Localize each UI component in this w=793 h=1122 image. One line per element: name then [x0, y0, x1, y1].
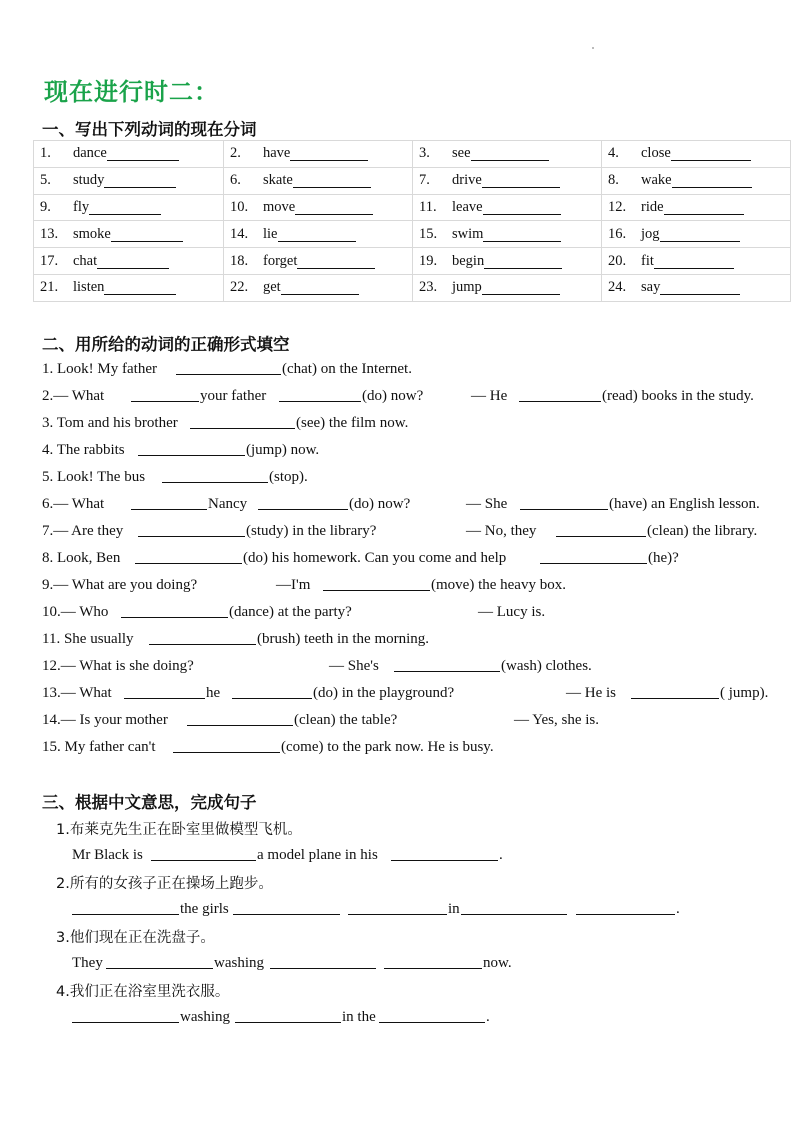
answer-blank[interactable] — [258, 509, 348, 510]
item-number: 16. — [608, 225, 627, 242]
answer-blank[interactable] — [131, 401, 199, 402]
answer-blank[interactable] — [461, 914, 567, 915]
sentence-2-english: the girls in . — [72, 899, 692, 919]
verb-cell — [413, 248, 602, 275]
answer-blank[interactable] — [348, 914, 447, 915]
verb-word: fit — [641, 252, 654, 269]
item-number: 7. — [419, 172, 430, 189]
answer-blank[interactable] — [138, 536, 245, 537]
answer-blank[interactable] — [576, 914, 675, 915]
item-number: 12. — [608, 198, 627, 215]
verb-cell — [224, 274, 413, 301]
answer-blank[interactable] — [293, 173, 371, 188]
answer-blank[interactable] — [104, 173, 176, 188]
worksheet-title: 现在进行时二： — [44, 78, 219, 106]
verb-word: drive — [452, 172, 482, 189]
item-number: 10. — [230, 198, 249, 215]
item-number: 4. — [608, 145, 619, 162]
item-number: 24. — [608, 279, 627, 296]
answer-blank[interactable] — [124, 698, 205, 699]
sentence-4-chinese: 4.我们正在浴室里洗衣服。 — [56, 984, 230, 1000]
item-number: 11. — [419, 198, 437, 215]
verb-word: dance — [73, 145, 107, 162]
answer-blank[interactable] — [384, 968, 482, 969]
item-number: 19. — [419, 252, 438, 269]
answer-blank[interactable] — [664, 200, 744, 215]
verb-table-row — [34, 221, 791, 248]
verb-table — [33, 140, 791, 302]
answer-blank[interactable] — [290, 146, 368, 161]
verb-word: leave — [452, 198, 483, 215]
verb-word: swim — [452, 225, 484, 242]
verb-cell — [224, 194, 413, 221]
verb-cell — [413, 167, 602, 194]
verb-cell — [34, 248, 224, 275]
verb-word: close — [641, 145, 671, 162]
answer-blank[interactable] — [232, 698, 312, 699]
section-2-heading: 二、用所给的动词的正确形式填空 — [42, 335, 290, 354]
verb-word: move — [263, 198, 296, 215]
item-number: 2. — [230, 145, 241, 162]
verb-cell — [413, 274, 602, 301]
answer-blank[interactable] — [295, 200, 373, 215]
answer-blank[interactable] — [151, 860, 256, 861]
verb-table-row — [34, 274, 791, 301]
answer-blank[interactable] — [391, 860, 498, 861]
answer-blank[interactable] — [540, 563, 647, 564]
verb-cell — [413, 141, 602, 168]
verb-cell — [224, 141, 413, 168]
verb-cell — [34, 274, 224, 301]
answer-blank[interactable] — [135, 563, 242, 564]
verb-cell — [602, 248, 791, 275]
verb-word: chat — [73, 252, 98, 269]
verb-cell — [602, 167, 791, 194]
answer-blank[interactable] — [72, 1022, 179, 1023]
answer-blank[interactable] — [394, 671, 500, 672]
sentence-1-english: Mr Black is a model plane in his . — [72, 847, 503, 863]
answer-blank[interactable] — [519, 401, 601, 402]
answer-blank[interactable] — [106, 968, 213, 969]
verb-cell — [34, 141, 224, 168]
item-number: 14. — [230, 225, 249, 242]
verb-table-row — [34, 141, 791, 168]
sentence-2-chinese: 2.所有的女孩子正在操场上跑步。 — [56, 876, 273, 892]
answer-blank[interactable] — [173, 752, 280, 753]
item-number: 20. — [608, 252, 627, 269]
item-number: 17. — [40, 252, 59, 269]
item-number: 3. — [419, 145, 430, 162]
verb-table-row — [34, 194, 791, 221]
answer-blank[interactable] — [483, 227, 561, 242]
verb-word: listen — [73, 279, 105, 296]
answer-blank[interactable] — [484, 254, 562, 269]
answer-blank[interactable] — [323, 590, 430, 591]
verb-word: jump — [452, 279, 482, 296]
item-number: 22. — [230, 279, 249, 296]
verb-word: study — [73, 172, 105, 189]
item-number: 13. — [40, 225, 59, 242]
item-number: 8. — [608, 172, 619, 189]
verb-word: have — [263, 145, 291, 162]
verb-word: forget — [263, 252, 298, 269]
answer-blank[interactable] — [278, 227, 356, 242]
answer-blank[interactable] — [89, 200, 161, 215]
verb-word: jog — [641, 225, 660, 242]
item-number: 21. — [40, 279, 59, 296]
sentence-4-english: washing in the . — [72, 1007, 502, 1027]
item-number: 1. — [40, 145, 51, 162]
answer-blank[interactable] — [190, 428, 295, 429]
answer-blank[interactable] — [131, 509, 207, 510]
item-number: 5. — [40, 172, 51, 189]
answer-blank[interactable] — [379, 1022, 485, 1023]
answer-blank[interactable] — [281, 280, 359, 295]
answer-blank[interactable] — [233, 914, 340, 915]
verb-cell — [602, 274, 791, 301]
verb-word: lie — [263, 225, 278, 242]
item-number: 15. — [419, 225, 438, 242]
answer-blank[interactable] — [270, 968, 376, 969]
verb-cell — [34, 194, 224, 221]
answer-blank[interactable] — [556, 536, 646, 537]
item-number: 18. — [230, 252, 249, 269]
verb-cell — [602, 221, 791, 248]
item-number: 6. — [230, 172, 241, 189]
sentence-1-chinese: 1.布莱克先生正在卧室里做模型飞机。 — [56, 822, 302, 838]
verb-cell — [602, 141, 791, 168]
verb-cell — [34, 221, 224, 248]
answer-blank[interactable] — [631, 698, 719, 699]
verb-word: smoke — [73, 225, 111, 242]
answer-blank[interactable] — [104, 280, 176, 295]
item-number: 23. — [419, 279, 438, 296]
verb-word: say — [641, 279, 661, 296]
answer-blank[interactable] — [176, 374, 281, 375]
verb-cell — [413, 221, 602, 248]
verb-table-row — [34, 167, 791, 194]
verb-cell — [34, 167, 224, 194]
verb-table-row — [34, 248, 791, 275]
answer-blank[interactable] — [297, 254, 375, 269]
verb-cell — [224, 221, 413, 248]
answer-blank[interactable] — [482, 280, 560, 295]
verb-cell — [413, 194, 602, 221]
verb-word: wake — [641, 172, 672, 189]
answer-blank[interactable] — [483, 200, 561, 215]
answer-blank[interactable] — [654, 254, 734, 269]
verb-cell — [224, 167, 413, 194]
verb-word: get — [263, 279, 281, 296]
answer-blank[interactable] — [660, 280, 740, 295]
answer-blank[interactable] — [660, 227, 740, 242]
answer-blank[interactable] — [672, 173, 752, 188]
answer-blank[interactable] — [111, 227, 183, 242]
answer-blank[interactable] — [671, 146, 751, 161]
answer-blank[interactable] — [121, 617, 228, 618]
answer-blank[interactable] — [520, 509, 608, 510]
sentence-3-english: They washing now. — [72, 955, 512, 971]
section-1-heading: 一、写出下列动词的现在分词 — [42, 120, 257, 139]
verb-cell — [602, 194, 791, 221]
scan-speck — [592, 47, 594, 49]
answer-blank[interactable] — [471, 146, 549, 161]
answer-blank[interactable] — [97, 254, 169, 269]
answer-blank[interactable] — [235, 1022, 341, 1023]
verb-word: see — [452, 145, 471, 162]
sentence-3-chinese: 3.他们现在正在洗盘子。 — [56, 930, 215, 946]
section-3-heading: 三、根据中文意思，完成句子 — [42, 793, 257, 812]
answer-blank[interactable] — [149, 644, 256, 645]
item-number: 9. — [40, 198, 51, 215]
verb-word: fly — [73, 198, 90, 215]
answer-blank[interactable] — [279, 401, 361, 402]
answer-blank[interactable] — [72, 914, 179, 915]
answer-blank[interactable] — [482, 173, 560, 188]
answer-blank[interactable] — [138, 455, 245, 456]
verb-word: begin — [452, 252, 485, 269]
answer-blank[interactable] — [162, 482, 268, 483]
verb-word: skate — [263, 172, 293, 189]
verb-cell — [224, 248, 413, 275]
answer-blank[interactable] — [107, 146, 179, 161]
verb-word: ride — [641, 198, 664, 215]
answer-blank[interactable] — [187, 725, 293, 726]
